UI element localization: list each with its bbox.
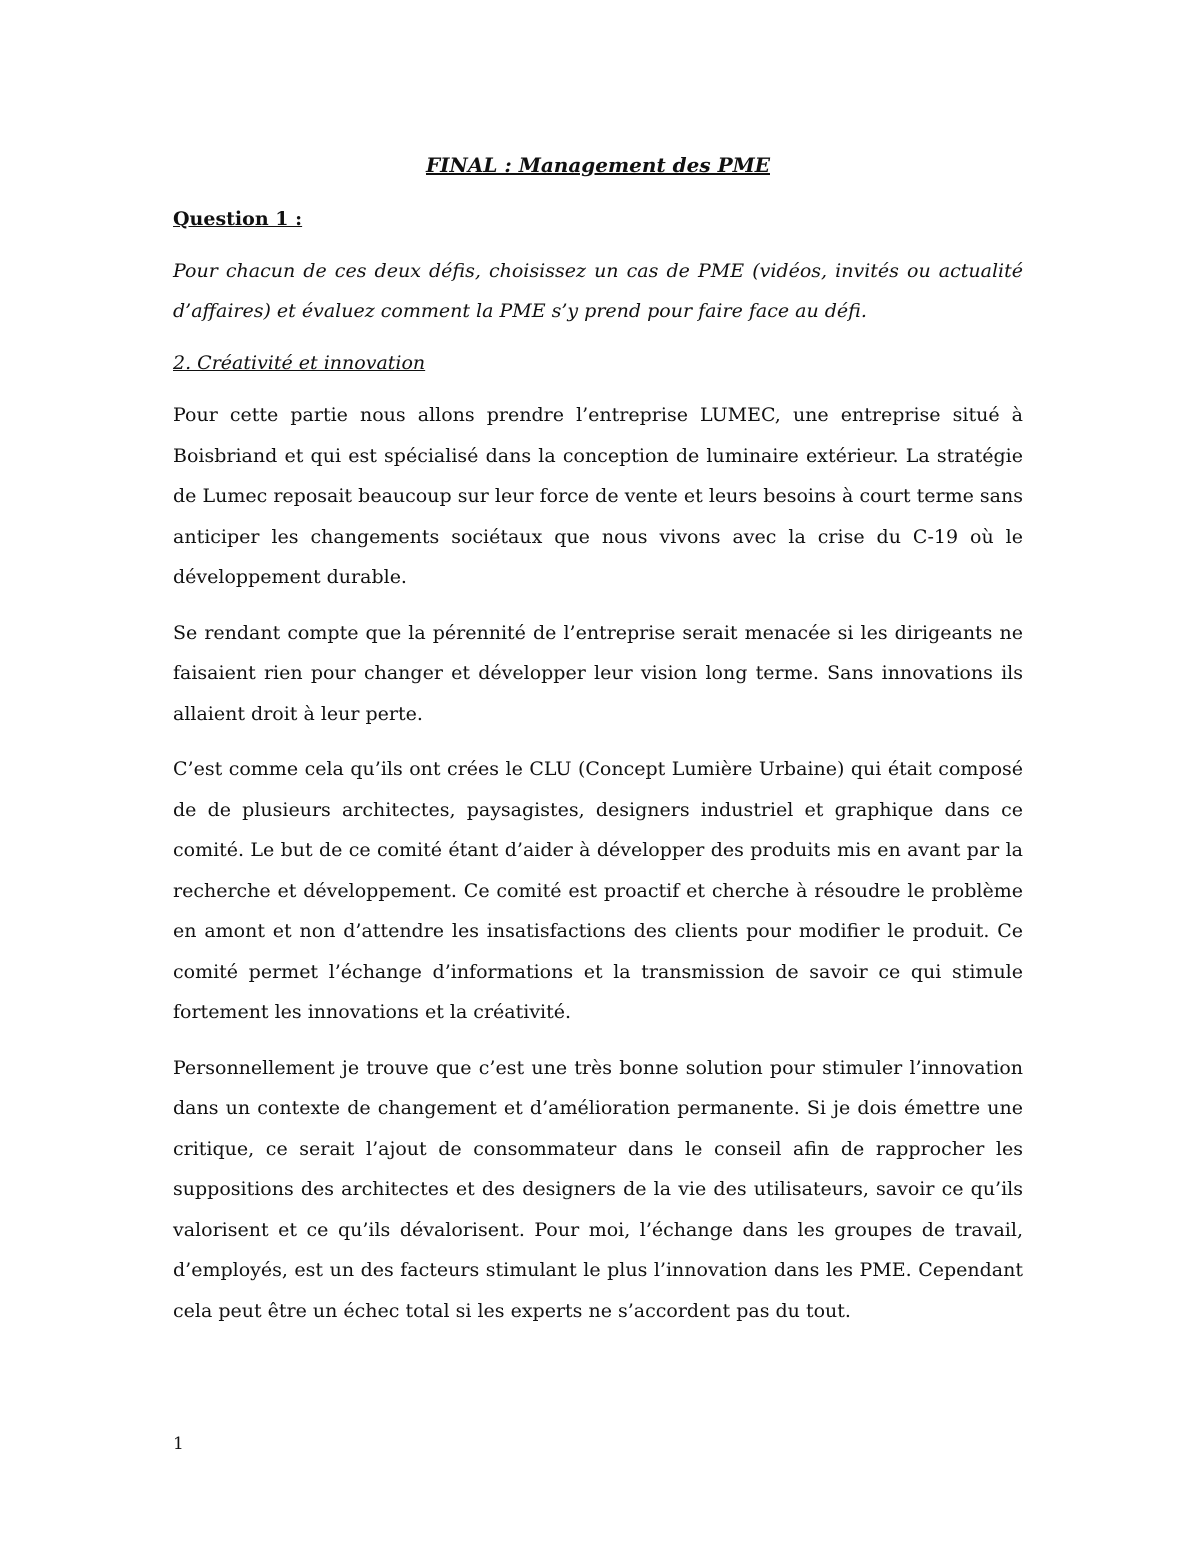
body-paragraph-2: Se rendant compte que la pérennité de l’entreprise serait menacée si les dirigeants ne faisaient rien pour changer et développer leur vision long terme. Sans innovations ils allaient droit à leur perte. [173,621,1023,725]
question-label: Question 1 : [173,208,303,230]
page-number: 1 [173,1434,184,1454]
body-paragraph-1: Pour cette partie nous allons prendre l’entreprise LUMEC, une entreprise situé à Boisbriand et qui est spécialisé dans la conception de luminaire extérieur. La stratégie de Lumec reposait beaucoup sur leur force de vente et leurs besoins à court terme sans anticiper les changements sociétaux que nous vivons avec la crise du C-19 où le développement durable. [173,404,1023,588]
document-title: FINAL : Management des PME [425,153,770,177]
section-heading: 2. Créativité et innovation [173,352,426,374]
document-body [173,147,1023,1346]
body-paragraph-3: C’est comme cela qu’ils ont crées le CLU (Concept Lumière Urbaine) qui était composé de de plusieurs architectes, paysagistes, designers industriel et graphique dans ce comité. Le but de ce comité étant d’aider à développer des produits mis en avant par la recherche et développement. Ce comité est proactif et cherche à résoudre le problème en amont et non d’attendre les insatisfactions des clients pour modifier le produit. Ce comité permet l’échange d’informations et la transmission de savoir ce qui stimule fortement les innovations et la créativité. [173,758,1023,1023]
body-paragraph-4: Personnellement je trouve que c’est une très bonne solution pour stimuler l’innovation dans un contexte de changement et d’amélioration permanente. Si je dois émettre une critique, ce serait l’ajout de consommateur dans le conseil afin de rapprocher les suppositions des architectes et des designers de la vie des utilisateurs, savoir ce qu’ils valorisent et ce qu’ils dévalorisent. Pour moi, l’échange dans les groupes de travail, d’employés, est un des facteurs stimulant le plus l’innovation dans les PME. Cependant cela peut être un échec total si les experts ne s’accordent pas du tout. [173,1056,1023,1322]
question-prompt: Pour chacun de ces deux défis, choisissez un cas de PME (vidéos, invités ou actualité d’affaires) et évaluez comment la PME s’y prend pour faire face au défi. [173,260,1023,322]
